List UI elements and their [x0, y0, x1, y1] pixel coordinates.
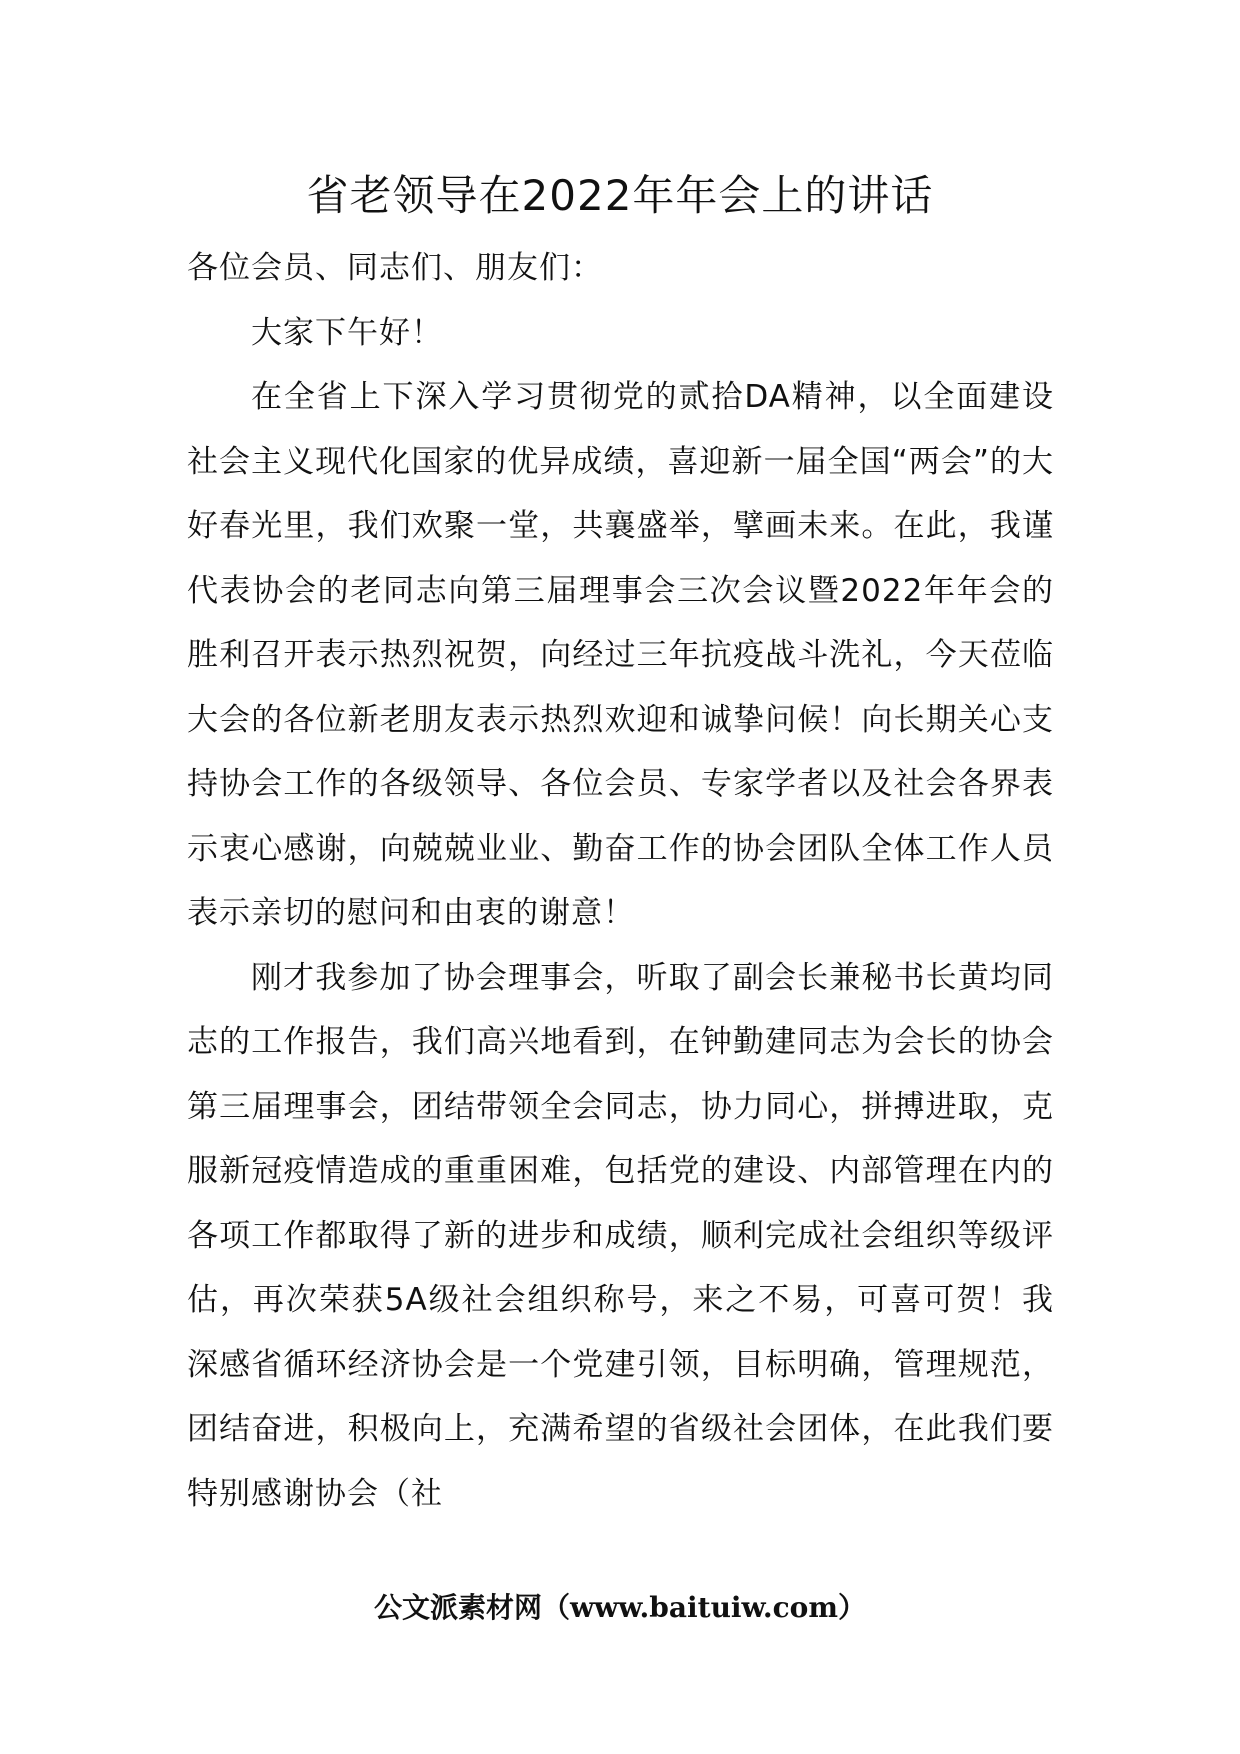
paragraph-greeting: 大家下午好！ — [251, 314, 443, 351]
footer-watermark: 公文派素材网（www.baituiw.com） — [374, 1591, 866, 1624]
document-title: 省老领导在2022年年会上的讲话 — [306, 171, 934, 220]
paragraph-work-report: 刚才我参加了协会理事会，听取了副会长兼秘书长黄均同志的工作报告，我们高兴地看到，在钟勤建同志为会长的协会第三届理事会，团结带领全会同志，协力同心，拼搏进取，克服新冠疫情造成的重重困难，包括党的建设、内部管理在内的各项工作都取得了新的进步和成绩，顺利完成社会组织等级评估，再次荣获5A级社会组织称号，来之不易，可喜可贺！我深感省循环经济协会是一个党建引领，目标明确，管理规范，团结奋进，积极向上，充满希望的省级社会团体，在此我们要特别感谢协会（社 — [187, 959, 1054, 1512]
salutation: 各位会员、同志们、朋友们： — [187, 250, 603, 286]
document-body — [187, 236, 1054, 1526]
paragraph-congratulations: 在全省上下深入学习贯彻党的贰拾DA精神，以全面建设社会主义现代化国家的优异成绩，喜迎新一届全国“两会”的大好春光里，我们欢聚一堂，共襄盛举，擘画未来。在此，我谨代表协会的老同志向第三届理事会三次会议暨2022年年会的胜利召开表示热烈祝贺，向经过三年抗疫战斗洗礼，今天莅临大会的各位新老朋友表示热烈欢迎和诚挚问候！向长期关心支持协会工作的各级领导、各位会员、专家学者以及社会各界表示衷心感谢，向兢兢业业、勤奋工作的协会团队全体工作人员表示亲切的慰问和由衷的谢意！ — [187, 379, 1054, 931]
